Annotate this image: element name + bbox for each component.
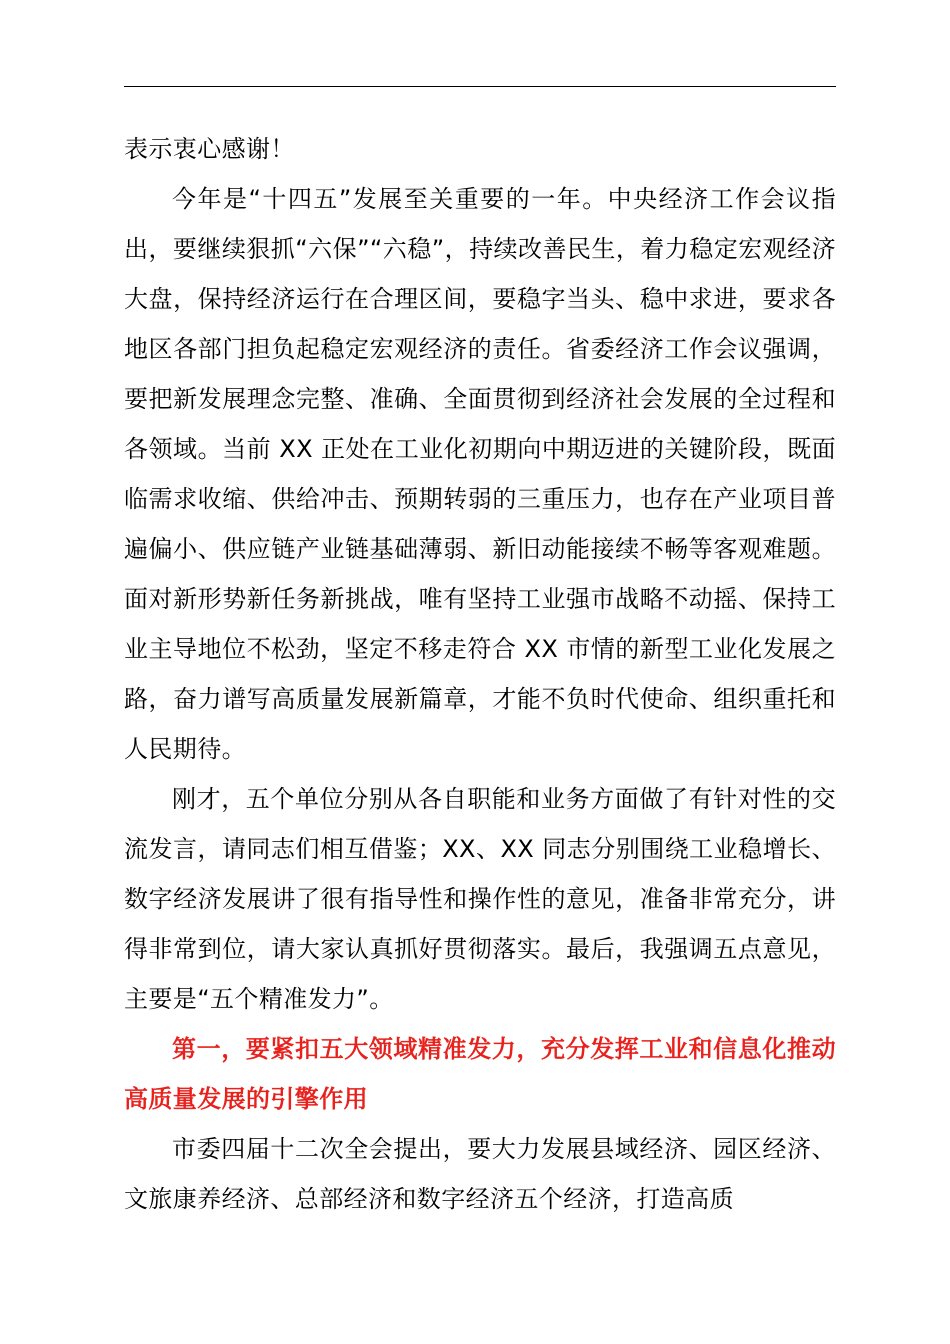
paragraph-section-one: 市委四届十二次全会提出，要大力发展县域经济、园区经济、文旅康养经济、总部经济和数字经济五个经济，打造高质 [124, 1135, 836, 1213]
paragraph-summary: 刚才，五个单位分别从各自职能和业务方面做了有针对性的交流发言，请同志们相互借鉴；XX、XX 同志分别围绕工业稳增长、数字经济发展讲了很有指导性和操作性的意见，准备非常充分，讲得非常到位，请大家认真抓好贯彻落实。最后，我强调五点意见，主要是“五个精准发力”。 [124, 785, 836, 1013]
paragraph-thanks: 表示衷心感谢！ [124, 135, 295, 163]
document-body [124, 124, 836, 1224]
paragraph-context: 今年是“十四五”发展至关重要的一年。中央经济工作会议指出，要继续狠抓“六保”“六稳”，持续改善民生，着力稳定宏观经济大盘，保持经济运行在合理区间，要稳字当头、稳中求进，要求各地区各部门担负起稳定宏观经济的责任。省委经济工作会议强调，要把新发展理念完整、准确、全面贯彻到经济社会发展的全过程和各领域。当前 XX 正处在工业化初期向中期迈进的关键阶段，既面临需求收缩、供给冲击、预期转弱的三重压力，也存在产业项目普遍偏小、供应链产业链基础薄弱、新旧动能接续不畅等客观难题。面对新形势新任务新挑战，唯有坚持工业强市战略不动摇、保持工业主导地位不松劲，坚定不移走符合 XX 市情的新型工业化发展之路，奋力谱写高质量发展新篇章，才能不负时代使命、组织重托和人民期待。 [124, 185, 836, 763]
section-heading-first: 第一，要紧扣五大领域精准发力，充分发挥工业和信息化推动高质量发展的引擎作用 [124, 1035, 836, 1113]
header-rule [124, 86, 836, 87]
